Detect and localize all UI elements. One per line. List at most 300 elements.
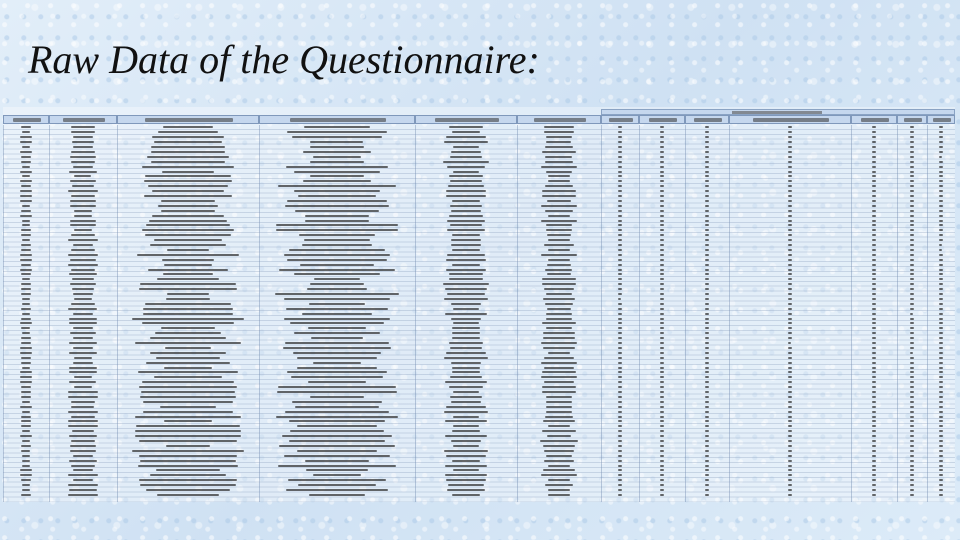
cell-text-mark	[446, 259, 486, 261]
cell-text-mark	[142, 229, 235, 231]
header-cell	[117, 115, 259, 124]
cell-text-mark	[292, 401, 381, 403]
cell-text-mark	[705, 283, 709, 285]
cell-text-mark	[140, 484, 237, 486]
cell-text-mark	[22, 455, 30, 457]
cell-text-mark	[287, 200, 387, 202]
cell-text-mark	[152, 190, 224, 192]
cell-text-mark	[705, 411, 708, 413]
cell-text-mark	[939, 141, 943, 143]
cell-text-mark	[872, 220, 876, 222]
cell-text-mark	[788, 455, 793, 457]
cell-text-mark	[542, 190, 576, 192]
cell-text-mark	[21, 283, 31, 285]
cell-text-mark	[282, 435, 392, 437]
cell-text-mark	[71, 161, 96, 163]
cell-text-mark	[660, 308, 664, 310]
cell-text-mark	[939, 259, 943, 261]
cell-text-mark	[139, 288, 238, 290]
cell-text-mark	[618, 357, 622, 359]
cell-text-mark	[618, 200, 622, 202]
cell-text-mark	[939, 455, 944, 457]
cell-text-mark	[939, 298, 942, 300]
cell-text-mark	[446, 352, 485, 354]
cell-text-mark	[21, 416, 30, 418]
cell-text-mark	[136, 425, 241, 427]
cell-text-mark	[788, 435, 792, 437]
cell-text-mark	[618, 239, 622, 241]
cell-text-mark	[68, 391, 98, 393]
cell-text-mark	[910, 367, 914, 369]
cell-text-mark	[144, 195, 233, 197]
cell-text-mark	[21, 445, 30, 447]
cell-text-mark	[788, 185, 792, 187]
cell-text-mark	[21, 396, 30, 398]
cell-text-mark	[910, 259, 914, 261]
cell-text-mark	[910, 190, 914, 192]
cell-text-mark	[939, 411, 942, 413]
cell-text-mark	[543, 347, 575, 349]
cell-text-mark	[788, 401, 791, 403]
cell-text-mark	[143, 308, 233, 310]
cell-text-mark	[872, 357, 875, 359]
cell-text-mark	[279, 445, 395, 447]
cell-text-mark	[452, 367, 480, 369]
cell-text-mark	[287, 259, 387, 261]
cell-text-mark	[660, 278, 663, 280]
cell-text-mark	[68, 396, 98, 398]
cell-text-mark	[660, 283, 663, 285]
cell-text-mark	[160, 406, 215, 408]
cell-text-mark	[547, 200, 571, 202]
cell-text-mark	[660, 171, 663, 173]
cell-text-mark	[910, 239, 914, 241]
cell-text-mark	[705, 455, 709, 457]
cell-text-mark	[167, 249, 210, 251]
cell-text-mark	[618, 401, 622, 403]
cell-text-mark	[152, 215, 223, 217]
cell-text-mark	[705, 460, 710, 462]
cell-text-mark	[546, 141, 571, 143]
cell-text-mark	[21, 234, 31, 236]
cell-text-mark	[302, 313, 372, 315]
cell-text-mark	[788, 313, 793, 315]
cell-text-mark	[939, 494, 943, 496]
cell-text-mark	[309, 494, 364, 496]
cell-text-mark	[872, 308, 877, 310]
cell-text-mark	[939, 337, 943, 339]
cell-text-mark	[788, 440, 791, 442]
cell-text-mark	[68, 254, 99, 256]
cell-text-mark	[618, 406, 623, 408]
cell-text-mark	[443, 283, 488, 285]
cell-text-mark	[660, 474, 663, 476]
cell-text-mark	[68, 425, 98, 427]
cell-text-mark	[939, 362, 944, 364]
cell-text-mark	[20, 136, 32, 138]
cell-text-mark	[543, 337, 575, 339]
cell-text-mark	[167, 293, 210, 295]
cell-text-mark	[73, 337, 93, 339]
cell-text-mark	[447, 489, 485, 491]
cell-text-mark	[939, 220, 942, 222]
cell-text-mark	[297, 357, 377, 359]
cell-text-mark	[303, 151, 370, 153]
cell-text-mark	[22, 430, 31, 432]
cell-text-mark	[939, 161, 943, 163]
cell-text-mark	[137, 254, 240, 256]
cell-text-mark	[71, 440, 96, 442]
cell-text-mark	[788, 303, 792, 305]
cell-text-mark	[446, 269, 485, 271]
cell-text-mark	[540, 440, 577, 442]
cell-text-mark	[910, 455, 915, 457]
cell-text-mark	[138, 465, 238, 467]
cell-text-mark	[546, 229, 573, 231]
cell-text-mark	[872, 234, 876, 236]
cell-text-mark	[450, 180, 483, 182]
cell-text-mark	[705, 161, 709, 163]
cell-text-mark	[939, 146, 943, 148]
cell-text-mark	[872, 450, 875, 452]
cell-text-mark	[910, 450, 915, 452]
cell-text-mark	[910, 269, 914, 271]
cell-text-mark	[910, 254, 914, 256]
cell-text-mark	[144, 180, 232, 182]
cell-text-mark	[660, 264, 664, 266]
cell-text-mark	[788, 254, 791, 256]
cell-text-mark	[660, 460, 664, 462]
cell-text-mark	[939, 166, 943, 168]
cell-text-mark	[68, 494, 98, 496]
cell-text-mark	[705, 215, 710, 217]
cell-text-mark	[295, 406, 379, 408]
cell-text-mark	[542, 151, 575, 153]
cell-text-mark	[308, 381, 365, 383]
cell-text-mark	[74, 298, 93, 300]
cell-text-mark	[22, 460, 30, 462]
cell-text-mark	[541, 376, 576, 378]
cell-text-mark	[788, 210, 791, 212]
cell-text-mark	[74, 210, 92, 212]
header-cell	[685, 115, 729, 124]
cell-text-mark	[149, 220, 227, 222]
cell-text-mark	[544, 288, 575, 290]
cell-text-mark	[68, 411, 97, 413]
cell-text-mark	[705, 484, 708, 486]
cell-text-mark	[618, 264, 621, 266]
cell-text-mark	[22, 440, 30, 442]
cell-text-mark	[910, 327, 913, 329]
cell-text-mark	[542, 430, 576, 432]
cell-text-mark	[73, 146, 93, 148]
cell-text-mark	[548, 352, 571, 354]
header-cell	[49, 115, 117, 124]
cell-text-mark	[788, 239, 793, 241]
cell-text-mark	[788, 367, 791, 369]
cell-text-mark	[705, 352, 708, 354]
cell-text-mark	[618, 489, 622, 491]
cell-text-mark	[164, 367, 211, 369]
cell-text-mark	[302, 244, 373, 246]
cell-text-mark	[660, 396, 664, 398]
cell-text-mark	[660, 416, 663, 418]
cell-text-mark	[910, 298, 913, 300]
cell-text-mark	[788, 171, 791, 173]
cell-text-mark	[705, 479, 708, 481]
cell-text-mark	[546, 411, 573, 413]
cell-text-mark	[705, 293, 708, 295]
cell-text-mark	[910, 151, 915, 153]
cell-text-mark	[545, 269, 572, 271]
cell-text-mark	[660, 293, 665, 295]
cell-text-mark	[142, 381, 234, 383]
cell-text-mark	[541, 342, 577, 344]
cell-text-mark	[22, 205, 31, 207]
cell-text-mark	[451, 239, 481, 241]
cell-text-mark	[452, 264, 479, 266]
cell-text-mark	[275, 293, 398, 295]
slide-title: Raw Data of the Questionnaire:	[28, 37, 540, 82]
cell-text-mark	[142, 166, 235, 168]
cell-text-mark	[278, 386, 397, 388]
cell-text-mark	[162, 259, 215, 261]
cell-text-mark	[705, 210, 708, 212]
cell-text-mark	[910, 141, 915, 143]
cell-text-mark	[618, 367, 622, 369]
cell-text-mark	[910, 180, 913, 182]
cell-text-mark	[939, 357, 942, 359]
cell-text-mark	[705, 136, 709, 138]
cell-text-mark	[618, 391, 623, 393]
cell-text-mark	[154, 141, 221, 143]
cell-text-mark	[450, 156, 482, 158]
cell-text-mark	[939, 445, 944, 447]
cell-text-mark	[286, 308, 388, 310]
cell-text-mark	[705, 269, 709, 271]
cell-text-mark	[939, 239, 942, 241]
cell-text-mark	[788, 308, 792, 310]
cell-text-mark	[150, 352, 226, 354]
cell-text-mark	[705, 401, 709, 403]
cell-text-mark	[446, 479, 486, 481]
cell-text-mark	[939, 406, 943, 408]
cell-text-mark	[618, 249, 622, 251]
cell-text-mark	[444, 411, 488, 413]
cell-text-mark	[21, 327, 30, 329]
cell-text-mark	[70, 445, 96, 447]
cell-text-mark	[618, 465, 622, 467]
cell-text-mark	[660, 484, 664, 486]
cell-text-mark	[546, 327, 572, 329]
cell-text-mark	[308, 327, 366, 329]
cell-text-mark	[705, 254, 709, 256]
cell-text-mark	[939, 327, 942, 329]
cell-text-mark	[788, 166, 791, 168]
cell-text-mark	[21, 494, 31, 496]
cell-text-mark	[304, 239, 370, 241]
cell-text-mark	[618, 254, 621, 256]
cell-text-mark	[20, 190, 32, 192]
cell-text-mark	[72, 141, 94, 143]
cell-text-mark	[872, 146, 876, 148]
cell-text-mark	[20, 269, 31, 271]
cell-text-mark	[705, 465, 709, 467]
cell-text-mark	[20, 180, 32, 182]
cell-text-mark	[939, 396, 943, 398]
cell-text-mark	[705, 440, 708, 442]
cell-text-mark	[74, 376, 91, 378]
cell-text-mark	[872, 239, 876, 241]
cell-text-mark	[548, 489, 570, 491]
cell-text-mark	[788, 460, 792, 462]
cell-text-mark	[452, 249, 480, 251]
cell-text-mark	[618, 234, 622, 236]
cell-text-mark	[451, 244, 481, 246]
cell-text-mark	[69, 367, 97, 369]
questionnaire-spreadsheet-image	[3, 107, 955, 502]
cell-text-mark	[660, 440, 665, 442]
cell-text-mark	[20, 381, 31, 383]
cell-text-mark	[872, 298, 877, 300]
cell-text-mark	[71, 249, 94, 251]
cell-text-mark	[22, 239, 30, 241]
cell-text-mark	[788, 220, 793, 222]
cell-text-mark	[872, 141, 876, 143]
cell-text-mark	[277, 391, 396, 393]
cell-text-mark	[939, 151, 944, 153]
cell-text-mark	[140, 283, 237, 285]
cell-text-mark	[161, 200, 215, 202]
cell-text-mark	[705, 151, 710, 153]
cell-text-mark	[910, 411, 914, 413]
cell-text-mark	[788, 332, 792, 334]
cell-text-mark	[660, 141, 664, 143]
cell-text-mark	[660, 342, 664, 344]
cell-text-mark	[74, 229, 93, 231]
cell-text-mark	[705, 416, 708, 418]
cell-text-mark	[547, 435, 572, 437]
cell-text-mark	[705, 318, 710, 320]
cell-text-mark	[542, 386, 577, 388]
cell-text-mark	[872, 484, 875, 486]
cell-text-mark	[449, 386, 483, 388]
cell-text-mark	[872, 445, 877, 447]
cell-text-mark	[548, 249, 570, 251]
cell-text-mark	[660, 205, 664, 207]
cell-text-mark	[788, 396, 792, 398]
cell-text-mark	[872, 327, 875, 329]
cell-text-mark	[70, 156, 96, 158]
cell-text-mark	[68, 308, 97, 310]
cell-text-mark	[660, 254, 664, 256]
cell-text-mark	[788, 465, 791, 467]
cell-text-mark	[705, 200, 708, 202]
cell-text-mark	[21, 185, 31, 187]
cell-text-mark	[872, 352, 876, 354]
cell-text-mark	[70, 205, 96, 207]
cell-text-mark	[305, 220, 370, 222]
cell-text-mark	[70, 259, 95, 261]
cell-text-mark	[618, 337, 622, 339]
cell-text-mark	[705, 342, 710, 344]
cell-text-mark	[660, 391, 663, 393]
cell-text-mark	[148, 269, 227, 271]
cell-text-mark	[660, 318, 664, 320]
cell-text-mark	[705, 391, 708, 393]
cell-text-mark	[139, 455, 236, 457]
cell-text-mark	[288, 479, 386, 481]
cell-text-mark	[939, 460, 943, 462]
cell-text-mark	[162, 171, 215, 173]
cell-text-mark	[939, 171, 942, 173]
cell-text-mark	[295, 210, 380, 212]
cell-text-mark	[705, 146, 710, 148]
cell-text-mark	[73, 244, 92, 246]
cell-text-mark	[22, 401, 31, 403]
cell-text-mark	[546, 313, 573, 315]
cell-text-mark	[543, 445, 575, 447]
cell-text-mark	[71, 406, 94, 408]
cell-text-mark	[939, 435, 942, 437]
cell-text-mark	[451, 401, 481, 403]
cell-text-mark	[544, 131, 574, 133]
cell-text-mark	[445, 435, 486, 437]
cell-text-mark	[705, 327, 708, 329]
cell-text-mark	[20, 259, 32, 261]
cell-text-mark	[147, 156, 229, 158]
cell-text-mark	[705, 259, 709, 261]
cell-text-mark	[660, 411, 663, 413]
cell-text-mark	[446, 406, 486, 408]
cell-text-mark	[618, 308, 622, 310]
cell-text-mark	[872, 166, 875, 168]
cell-text-mark	[22, 303, 31, 305]
cell-text-mark	[541, 474, 577, 476]
cell-text-mark	[71, 303, 96, 305]
cell-text-mark	[660, 347, 663, 349]
cell-text-mark	[546, 171, 572, 173]
cell-text-mark	[872, 342, 875, 344]
cell-text-mark	[542, 195, 576, 197]
cell-text-mark	[872, 411, 875, 413]
cell-text-mark	[788, 205, 791, 207]
cell-text-mark	[72, 288, 94, 290]
cell-text-mark	[618, 146, 622, 148]
cell-text-mark	[546, 455, 573, 457]
cell-text-mark	[788, 288, 791, 290]
cell-text-mark	[452, 337, 480, 339]
cell-text-mark	[143, 401, 234, 403]
cell-text-mark	[145, 303, 231, 305]
cell-text-mark	[146, 489, 231, 491]
cell-text-mark	[872, 391, 877, 393]
cell-text-mark	[705, 313, 709, 315]
cell-text-mark	[148, 185, 229, 187]
cell-text-mark	[140, 396, 236, 398]
cell-text-mark	[451, 151, 481, 153]
cell-text-mark	[939, 318, 944, 320]
cell-text-mark	[872, 249, 877, 251]
cell-text-mark	[910, 401, 913, 403]
cell-text-mark	[70, 220, 97, 222]
cell-text-mark	[452, 200, 481, 202]
cell-text-mark	[20, 141, 31, 143]
cell-text-mark	[546, 396, 572, 398]
cell-text-mark	[939, 269, 943, 271]
cell-text-mark	[284, 455, 390, 457]
cell-text-mark	[788, 445, 792, 447]
